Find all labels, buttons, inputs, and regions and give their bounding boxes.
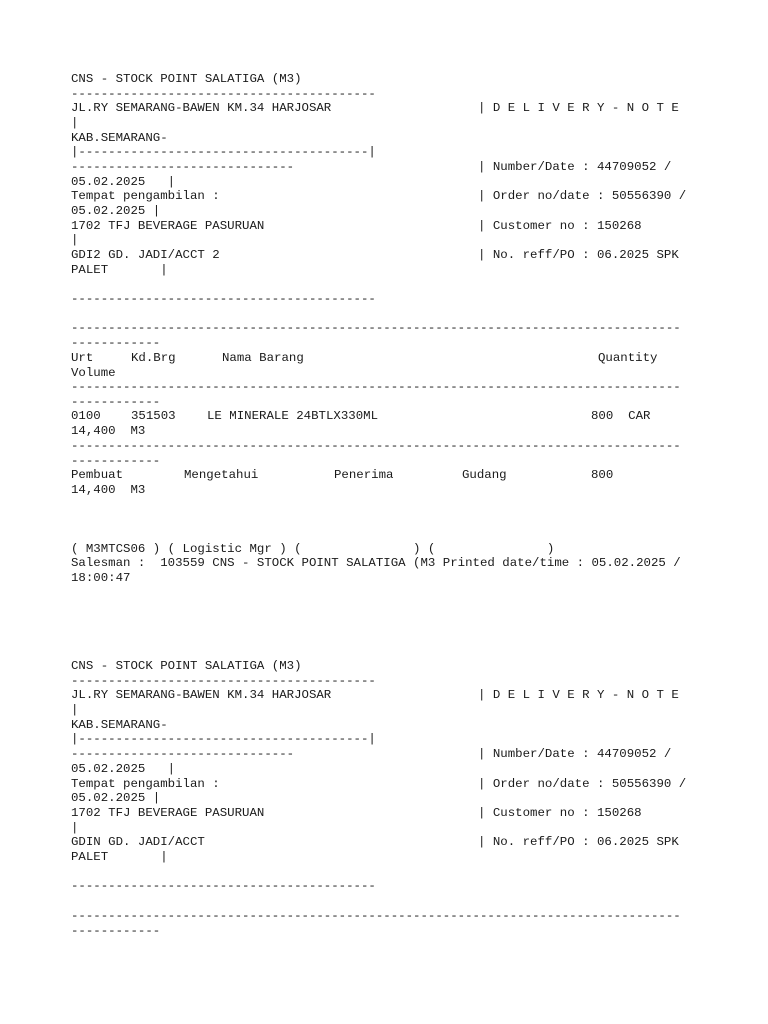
row-rule-long: ---------------------------------------------------------------------------------- <box>71 439 681 453</box>
pickup-label: Tempat pengambilan : <box>71 777 220 791</box>
warehouse-account: GDIN GD. JADI/ACCT <box>71 835 205 849</box>
customer-no: | Customer no : 150268 <box>478 806 642 820</box>
pickup-location: 1702 TFJ BEVERAGE PASURUAN <box>71 219 265 233</box>
signature-names: ( M3MTCS06 ) ( Logistic Mgr ) ( ) ( ) <box>71 542 555 556</box>
header-rule-long-wrap: ------------ <box>71 395 161 409</box>
item-volume: 14,400 M3 <box>71 424 146 438</box>
column-header-quantity: Quantity <box>598 351 658 365</box>
item-code: 351503 <box>131 409 176 423</box>
signature-gudang: Gudang <box>462 468 507 482</box>
company-address-line1: JL.RY SEMARANG-BAWEN KM.34 HARJOSAR <box>71 101 332 115</box>
pickup-location: 1702 TFJ BEVERAGE PASURUAN <box>71 806 265 820</box>
box-rule: |---------------------------------------| <box>71 732 376 746</box>
document-type: | D E L I V E R Y - N O T E <box>478 688 679 702</box>
reference-po-continued: PALET | <box>71 263 168 277</box>
reference-po: | No. reff/PO : 06.2025 SPK <box>478 248 679 262</box>
column-header-kdbrg: Kd.Brg <box>131 351 176 365</box>
customer-no: | Customer no : 150268 <box>478 219 642 233</box>
mid-rule: ------------------------------ <box>71 160 295 174</box>
pipe-separator: | <box>71 233 79 247</box>
order-date-value: 05.02.2025 | <box>71 204 161 218</box>
company-address-line1: JL.RY SEMARANG-BAWEN KM.34 HARJOSAR <box>71 688 332 702</box>
column-header-nama-barang: Nama Barang <box>222 351 304 365</box>
pipe-separator: | <box>71 703 79 717</box>
item-quantity: 800 CAR <box>591 409 651 423</box>
header-rule-long: ---------------------------------------------------------------------------------- <box>71 380 681 394</box>
box-rule: |---------------------------------------| <box>71 145 376 159</box>
pipe-separator: | <box>71 116 79 130</box>
reference-po-continued: PALET | <box>71 850 168 864</box>
total-volume: 14,400 M3 <box>71 483 146 497</box>
table-top-rule: ---------------------------------------------------------------------------------- <box>71 321 681 335</box>
company-address-line2: KAB.SEMARANG- <box>71 718 168 732</box>
header-bottom-rule: ----------------------------------------- <box>71 292 376 306</box>
table-top-rule-wrap: ------------ <box>71 336 161 350</box>
reference-po: | No. reff/PO : 06.2025 SPK <box>478 835 679 849</box>
mid-rule: ------------------------------ <box>71 747 295 761</box>
order-no-label: | Order no/date : 50556390 / <box>478 189 687 203</box>
signature-penerima: Penerima <box>334 468 394 482</box>
company-name: CNS - STOCK POINT SALATIGA (M3) <box>71 659 302 673</box>
warehouse-account: GDI2 GD. JADI/ACCT 2 <box>71 248 220 262</box>
order-date-value: 05.02.2025 | <box>71 791 161 805</box>
number-date-value: 05.02.2025 | <box>71 762 176 776</box>
company-address-line2: KAB.SEMARANG- <box>71 131 168 145</box>
signature-pembuat: Pembuat <box>71 468 124 482</box>
pickup-label: Tempat pengambilan : <box>71 189 220 203</box>
document-type: | D E L I V E R Y - N O T E <box>478 101 679 115</box>
number-date-label: | Number/Date : 44709052 / <box>478 160 672 174</box>
total-quantity: 800 <box>591 468 614 482</box>
item-name: LE MINERALE 24BTLX330ML <box>207 409 379 423</box>
header-rule: ----------------------------------------- <box>71 87 376 101</box>
pipe-separator: | <box>71 821 79 835</box>
column-header-volume: Volume <box>71 366 116 380</box>
salesman-line: Salesman : 103559 CNS - STOCK POINT SALATIGA (M3 Printed date/time : 05.02.2025 / <box>71 556 681 570</box>
row-rule-long-wrap: ------------ <box>71 454 161 468</box>
table-top-rule: ---------------------------------------------------------------------------------- <box>71 909 681 923</box>
signature-mengetahui: Mengetahui <box>184 468 259 482</box>
number-date-label: | Number/Date : 44709052 / <box>478 747 672 761</box>
number-date-value: 05.02.2025 | <box>71 175 176 189</box>
table-top-rule-wrap: ------------ <box>71 924 161 938</box>
order-no-label: | Order no/date : 50556390 / <box>478 777 687 791</box>
column-header-urt: Urt <box>71 351 94 365</box>
header-bottom-rule: ----------------------------------------- <box>71 879 376 893</box>
header-rule: ----------------------------------------- <box>71 674 376 688</box>
item-urt: 0100 <box>71 409 101 423</box>
company-name: CNS - STOCK POINT SALATIGA (M3) <box>71 72 302 86</box>
printed-time: 18:00:47 <box>71 571 131 585</box>
